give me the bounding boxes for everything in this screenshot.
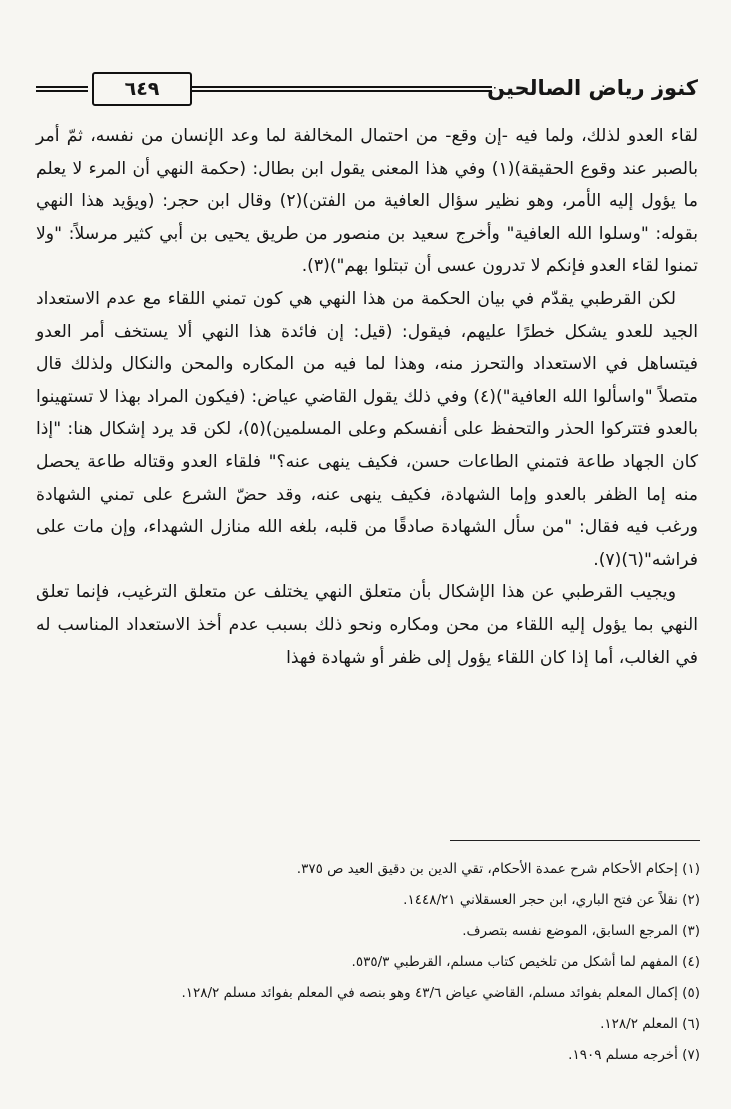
footnote: (٦) المعلم ١٢٨/٢. [600,1016,700,1032]
footnote: (٤) المفهم لما أشكل من تلخيص كتاب مسلم، القرطبي ٥٣٥/٣. [351,954,700,970]
footnote: (٥) إكمال المعلم بفوائد مسلم، القاضي عياض ٤٣/٦ وهو بنصه في المعلم بفوائد مسلم ١٢٨/٢. [181,985,700,1001]
footnote-separator [450,840,700,841]
footnote: (٧) أخرجه مسلم ١٩٠٩. [568,1047,700,1063]
header-rule-left [36,86,88,92]
paragraph: ويجيب القرطبي عن هذا الإشكال بأن متعلق النهي يختلف عن متعلق الترغيب، فإنما تعلق النهي بما يؤول إليه اللقاء من محن ومكاره ونحو ذلك بسبب عدم أخذ الاستعداد المناسب له في الغالب، أما إذا كان اللقاء يؤول إلى ظفر أو شهادة فهذا [36,582,698,668]
page-number: ٦٤٩ [92,72,192,106]
paragraph: لكن القرطبي يقدّم في بيان الحكمة من هذا النهي هي كون تمني اللقاء مع عدم الاستعداد الجيد للعدو يشكل خطرًا عليهم، فيقول: (قيل: إن فائدة هذا النهي ألا يستخف أمر العدو فيتساهل في الاستعداد والتحرز منه، وهذا لما فيه من المكاره والمحن والنكال ولذلك قال متصلاً "واسألوا الله العافية")(٤) وفي ذلك يقول القاضي عياض: (فيكون المراد بهذا لا تستهينوا بالعدو فتتركوا الحذر والتحفظ على أنفسكم وعلى المسلمين)(٥)، لكن قد يرد إشكال هنا: "إذا كان الجهاد طاعة فتمني الطاعات حسن، فكيف ينهى عنه؟" فلقاء العدو وقتاله طاعة يحصل منه إما الظفر بالعدو وإما الشهادة، فكيف ينهى عنه، وقد حضّ الشرع على تمني الشهادة ورغب فيه فقال: "من سأل الشهادة صادقًا من قلبه، بلغه الله منازل الشهداء، وإن مات على فراشه"(٦)(٧). [36,288,698,570]
footnote: (٢) نقلاً عن فتح الباري، ابن حجر العسقلاني ١٤٤٨/٢١. [403,892,700,908]
book-title: كنوز رياض الصالحين [487,76,698,100]
footnote: (٣) المرجع السابق، الموضع نفسه بتصرف. [462,923,700,939]
paragraph: لقاء العدو لذلك، ولما فيه -إن وقع- من احتمال المخالفة لما وعد الإنسان من نفسه، ثمّ أمر بالصبر عند وقوع الحقيقة)(١) وفي هذا المعنى يقول ابن بطال: (حكمة النهي أن المرء لا يعلم ما يؤول إليه الأمر، وهو نظير سؤال العافية من الفتن)(٢) وقال ابن حجر: (ويؤيد هذا النهي بقوله: "وسلوا الله العافية" وأخرج سعيد بن منصور من طريق يحيى بن أبي كثير مرسلاً: "ولا تمنوا لقاء العدو فإنكم لا تدرون عسى أن تبتلوا بهم")(٣). [36,126,698,277]
footnotes [60,854,700,1071]
running-header [36,70,698,106]
body-text [36,120,698,674]
footnote: (١) إحكام الأحكام شرح عمدة الأحكام، تقي الدين بن دقيق العيد ص ٣٧٥. [296,861,700,877]
header-rule-middle [192,86,492,92]
